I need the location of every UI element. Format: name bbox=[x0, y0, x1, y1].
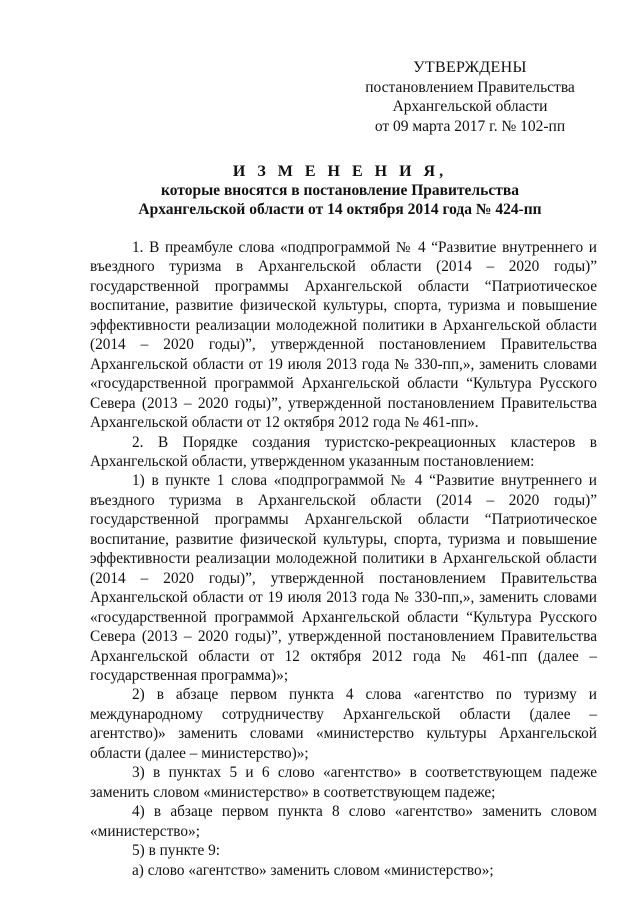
paragraph-2-5: 5) в пункте 9: bbox=[132, 842, 221, 860]
approval-stamp bbox=[360, 58, 580, 136]
title-line-2: которые вносятся в постановление Правительства bbox=[161, 182, 519, 199]
title-line-3: Архангельской области от 14 октября 2014 года № 424-пп bbox=[138, 201, 542, 218]
paragraph-1: 1. В преамбуле слова «подпрограммой № 4 “Развитие внутреннего и въездного туризма в Архангельской области (2014 – 2020 годы)” государственной программы Архангельской области “Патриотическое воспитание, развитие физической культуры, спорта, туризма и повышение эффективности реализации молодежной политики в Архангельской области (2014 – 2020 годы)”, утвержденной постановлением Правительства Архангельской области от 19 июля 2013 года № 330-пп,», заменить словами «государственной программой Архангельской области “Культура Русского Севера (2013 – 2020 годы)”, утвержденной постановлением Правительства Архангельской области от 12 октября 2012 года № 461-пп». bbox=[90, 239, 597, 432]
approval-line-4: от 09 марта 2017 г. № 102-пп bbox=[374, 117, 566, 135]
paragraph-2-2: 2) в абзаце первом пункта 4 слова «агентство по туризму и международному сотрудничеству Архангельской области (далее – агентство)» заменить словами «министерство культуры Архангельской области (далее – министерство)»; bbox=[90, 686, 597, 762]
approval-line-2: постановлением Правительства bbox=[365, 78, 575, 96]
document-title bbox=[90, 162, 590, 219]
paragraph-2: 2. В Порядке создания туристско-рекреационных кластеров в Архангельской области, утвержденном указанным постановлением: bbox=[90, 433, 597, 470]
approval-line-3: Архангельской области bbox=[392, 98, 548, 115]
paragraph-2-5-a: а) слово «агентство» заменить словом «министерство»; bbox=[132, 861, 494, 879]
document-body bbox=[90, 238, 597, 880]
paragraph-2-4: 4) в абзаце первом пункта 8 слово «агентство» заменить словом «министерство»; bbox=[90, 803, 597, 840]
paragraph-2-1: 1) в пункте 1 слова «подпрограммой № 4 “Развитие внутреннего и въездного туризма в Архангельской области (2014 – 2020 годы)” государственной программы Архангельской области “Патриотическое воспитание, развитие физической культуры, спорта, туризма и повышение эффективности реализации молодежной политики в Архангельской области (2014 – 2020 годы)”, утвержденной постановлением Правительства Архангельской области от 19 июля 2013 года № 330-пп,», заменить словами «государственной программой Архангельской области “Культура Русского Севера (2013 – 2020 годы)”, утвержденной постановлением Правительства Архангельской области от 12 октября 2012 года № 461-пп (далее – государственная программа)»; bbox=[90, 472, 597, 684]
title-heading: И З М Е Н Е Н И Я, bbox=[232, 163, 448, 180]
paragraph-2-3: 3) в пунктах 5 и 6 слово «агентство» в соответствующем падеже заменить словом «министерство» в соответствующем падеже; bbox=[90, 764, 597, 801]
approval-heading: УТВЕРЖДЕНЫ bbox=[413, 59, 527, 76]
